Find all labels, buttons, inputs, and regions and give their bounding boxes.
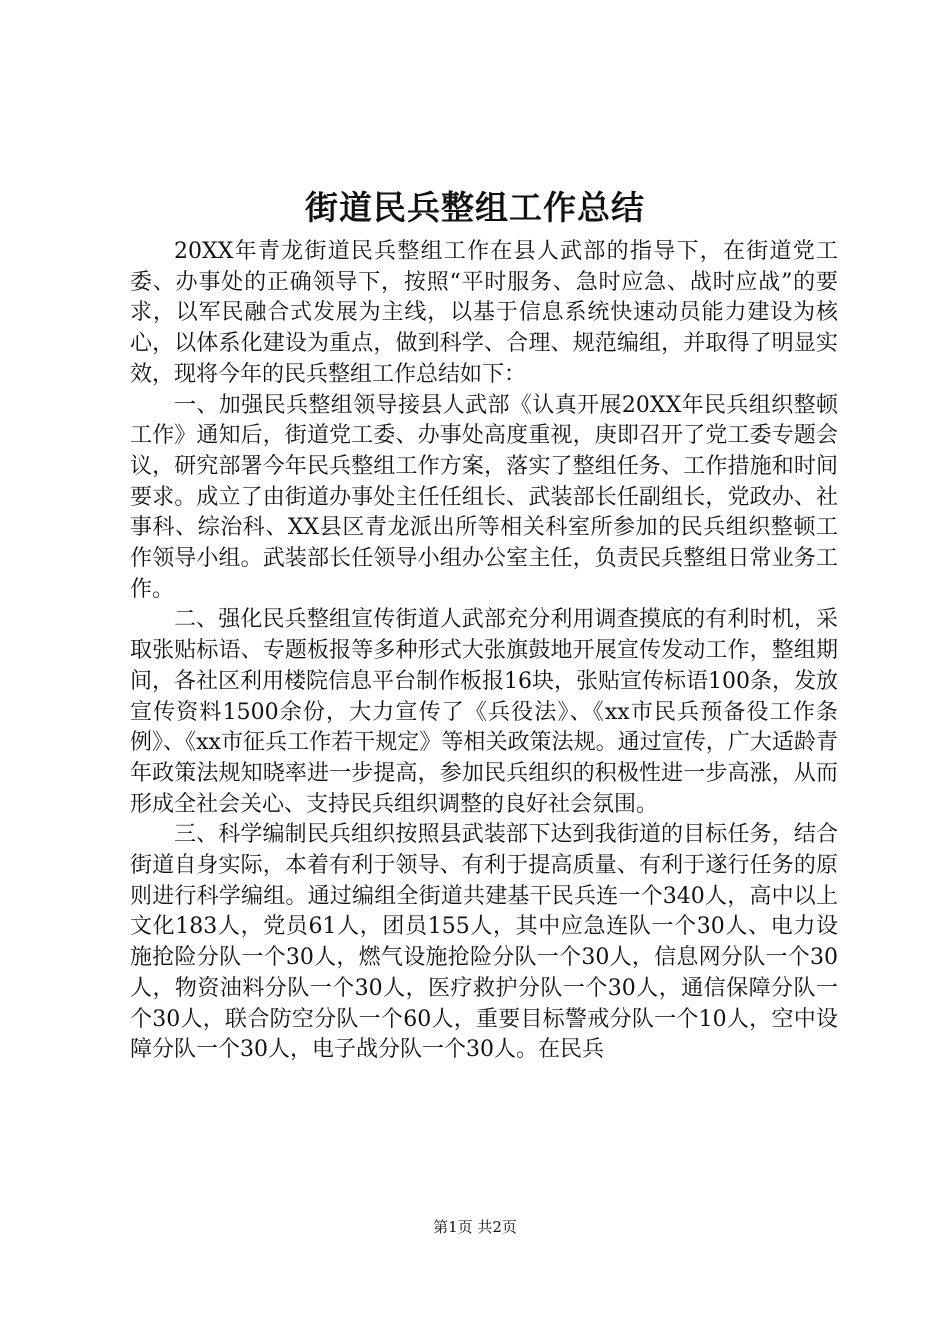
- paragraph-section-2: 二、强化民兵整组宣传街道人武部充分利用调查摸底的有利时机，采取张贴标语、专题板报等多种形式大张旗鼓地开展宣传发动工作，整组期间，各社区利用楼院信息平台制作板报16块，张贴宣传标语100条，发放宣传资料1500余份，大力宣传了《兵役法》、《xx市民兵预备役工作条例》、《xx市征兵工作若干规定》等相关政策法规。通过宣传，广大适龄青年政策法规知晓率进一步提高，参加民兵组织的积极性进一步高涨，从而形成全社会关心、支持民兵组织调整的良好社会氛围。: [130, 607, 838, 817]
- document-body: [130, 237, 838, 1066]
- paragraph-intro: 20XX年青龙街道民兵整组工作在县人武部的指导下，在街道党工委、办事处的正确领导下，按照“平时服务、急时应急、战时应战”的要求，以军民融合式发展为主线，以基于信息系统快速动员能力建设为核心，以体系化建设为重点，做到科学、合理、规范编组，并取得了明显实效，现将今年的民兵整组工作总结如下：: [130, 239, 838, 387]
- paragraph-section-1: 一、加强民兵整组领导接县人武部《认真开展20XX年民兵组织整顿工作》通知后，街道党工委、办事处高度重视，庚即召开了党工委专题会议，研究部署今年民兵整组工作方案，落实了整组任务、工作措施和时间要求。成立了由街道办事处主任任组长、武装部长任副组长，党政办、社事科、综治科、XX县区青龙派出所等相关科室所参加的民兵组织整顿工作领导小组。武装部长任领导小组办公室主任，负责民兵整组日常业务工作。: [130, 392, 838, 602]
- document-title: 街道民兵整组工作总结: [305, 188, 645, 227]
- paragraph-section-3: 三、科学编制民兵组织按照县武装部下达到我街道的目标任务，结合街道自身实际，本着有利于领导、有利于提高质量、有利于遂行任务的原则进行科学编组。通过编组全街道共建基干民兵连一个340人，高中以上文化183人，党员61人，团员155人，其中应急连队一个30人、电力设施抢险分队一个30人，燃气设施抢险分队一个30人，信息网分队一个30人，物资油料分队一个30人，医疗救护分队一个30人，通信保障分队一个30人，联合防空分队一个60人，重要目标警戒分队一个10人，空中设障分队一个30人，电子战分队一个30人。在民兵: [130, 822, 838, 1063]
- page-number-footer: 第1页 共2页: [433, 1218, 517, 1236]
